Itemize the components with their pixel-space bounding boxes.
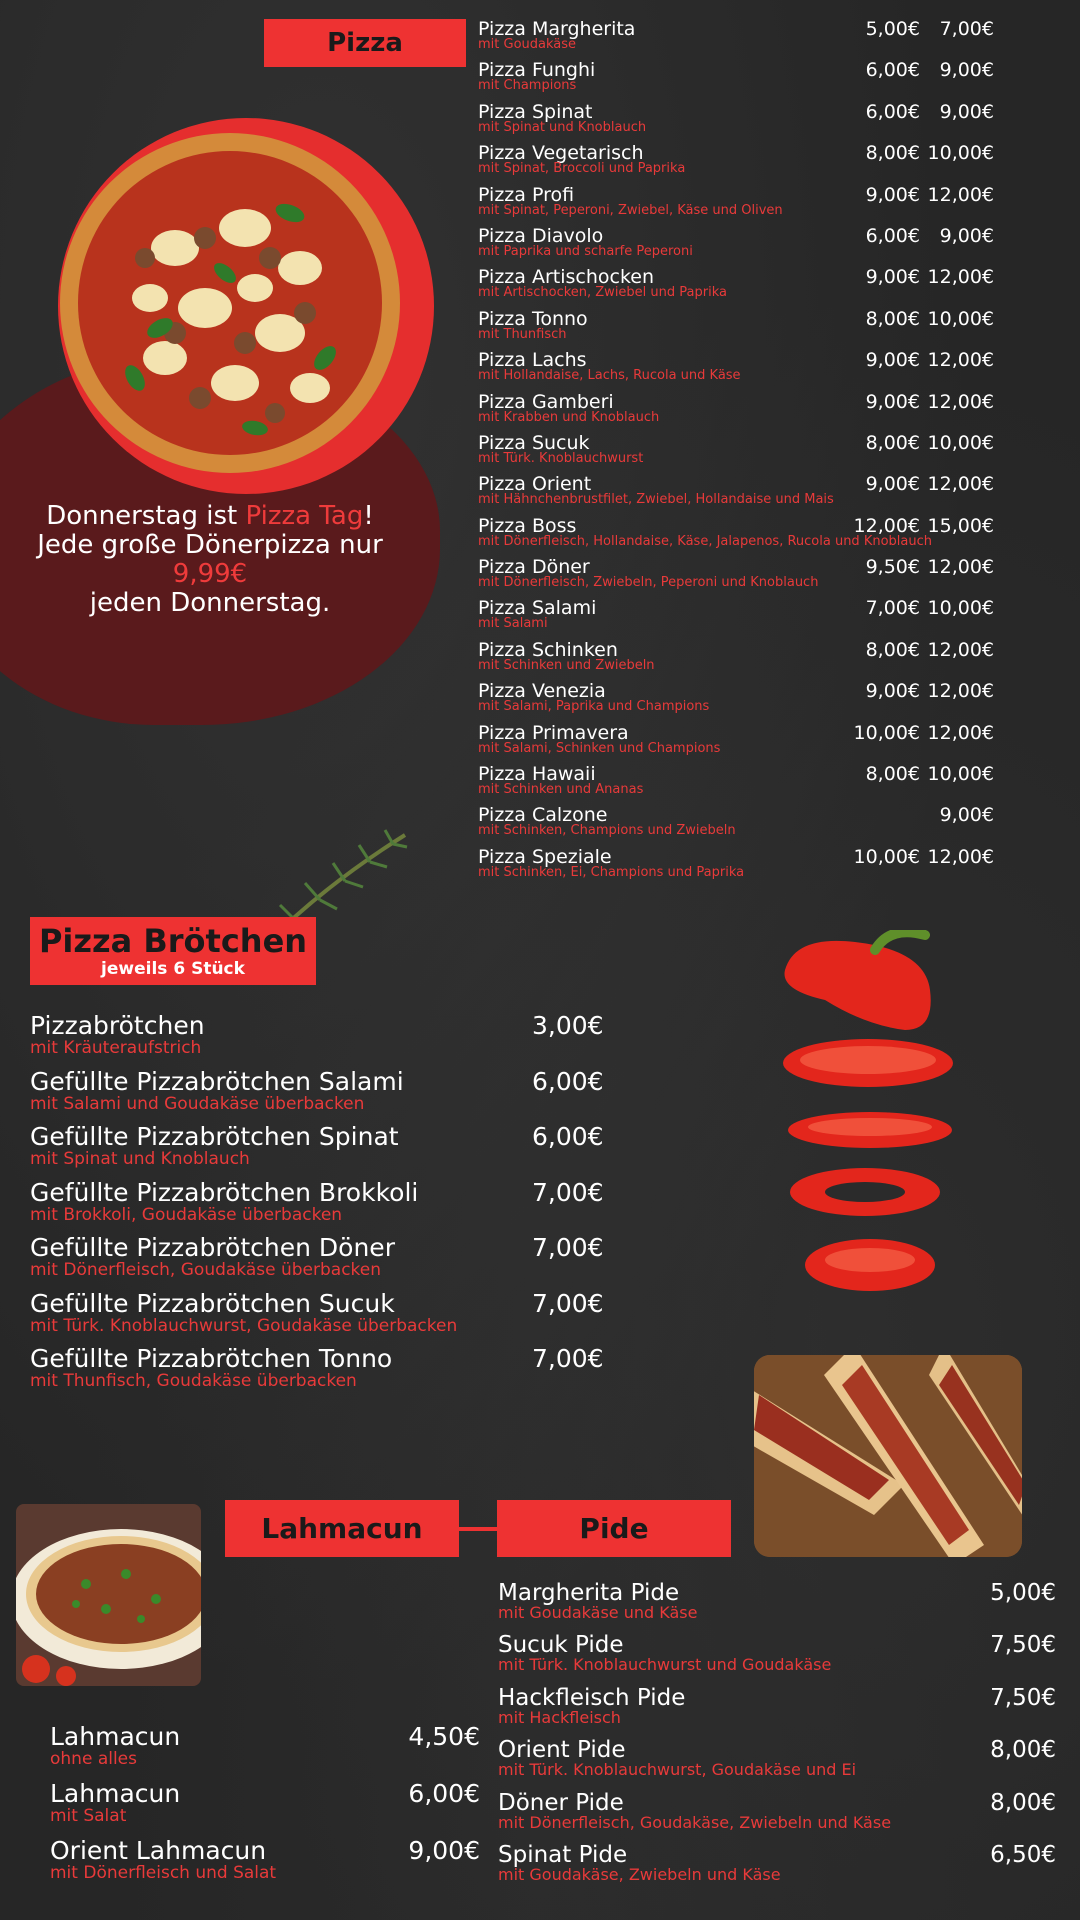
item-price-small: 7,00€ <box>865 597 920 620</box>
menu-item <box>478 804 1008 845</box>
item-name: Pizza Lachs <box>478 349 587 372</box>
menu-item <box>498 1580 1056 1632</box>
item-price-small: 12,00€ <box>853 514 920 537</box>
item-name: Pizza Funghi <box>478 59 596 82</box>
item-name: Gefüllte Pizzabrötchen Brokkoli <box>30 1177 419 1207</box>
item-name: Gefüllte Pizzabrötchen Spinat <box>30 1122 399 1151</box>
item-name: Margherita Pide <box>498 1580 680 1606</box>
item-description: mit Türk. Knoblauchwurst und Goudakäse <box>498 1655 832 1675</box>
item-name: Spinat Pide <box>498 1841 628 1868</box>
item-price-small: 9,00€ <box>865 390 920 413</box>
item-name: Pizza Salami <box>478 597 597 620</box>
item-price: 7,00€ <box>532 1344 604 1373</box>
menu-item <box>478 680 1008 721</box>
item-description: ohne alles <box>50 1749 137 1769</box>
item-description: mit Salami, Schinken und Champions <box>478 740 721 756</box>
item-name: Orient Pide <box>498 1737 626 1764</box>
item-name: Pizza Vegetarisch <box>478 142 644 165</box>
item-price: 8,00€ <box>990 1737 1056 1764</box>
item-name: Hackfleisch Pide <box>498 1684 686 1711</box>
item-price: 4,50€ <box>408 1722 480 1751</box>
menu-item <box>30 1068 630 1124</box>
item-price-small: 9,00€ <box>865 349 920 372</box>
item-name: Pizza Artischocken <box>478 266 655 289</box>
item-price-small: 8,00€ <box>865 307 920 330</box>
item-price-small: 9,00€ <box>865 183 920 206</box>
lahmacun-section-title <box>225 1500 459 1557</box>
item-price-small: 10,00€ <box>853 845 920 868</box>
item-price-large: 9,00€ <box>939 804 994 827</box>
section-connector <box>459 1527 497 1531</box>
item-price-small: 9,00€ <box>865 266 920 289</box>
item-price: 7,00€ <box>532 1288 604 1318</box>
item-description: mit Goudakäse, Zwiebeln und Käse <box>498 1864 781 1884</box>
item-description: mit Türk. Knoblauchwurst, Goudakäse überbacken <box>30 1315 458 1336</box>
item-name: Pizza Spinat <box>478 100 593 123</box>
menu-item <box>478 101 1008 142</box>
item-name: Lahmacun <box>50 1779 181 1808</box>
item-description: mit Salami und Goudakäse überbacken <box>30 1093 365 1114</box>
item-name: Orient Lahmacun <box>50 1836 267 1865</box>
item-price: 9,00€ <box>408 1836 480 1865</box>
item-price-large: 12,00€ <box>927 680 994 703</box>
menu-item <box>478 515 1008 556</box>
red-pepper-image <box>765 930 975 1300</box>
pide-list <box>498 1580 1056 1894</box>
item-name: Sucuk Pide <box>498 1632 624 1659</box>
menu-item <box>30 1123 630 1179</box>
menu-item <box>30 1012 630 1068</box>
item-description: mit Krabben und Knoblauch <box>478 409 660 425</box>
item-price-small: 5,00€ <box>865 18 920 40</box>
item-name: Gefüllte Pizzabrötchen Döner <box>30 1233 395 1262</box>
item-name: Pizza Profi <box>478 183 575 206</box>
item-name: Pizza Speziale <box>478 845 612 868</box>
menu-item <box>478 473 1008 514</box>
pizza-list <box>478 18 1008 887</box>
item-description: mit Champions <box>478 78 577 94</box>
menu-item <box>478 391 1008 432</box>
promo-highlight: Pizza Tag <box>245 501 364 531</box>
item-price-small: 10,00€ <box>853 721 920 744</box>
menu-item <box>498 1737 1056 1789</box>
item-price-large: 12,00€ <box>927 183 994 206</box>
item-price-small: 8,00€ <box>865 142 920 165</box>
menu-item <box>478 722 1008 763</box>
menu-item <box>478 225 1008 266</box>
menu-item <box>478 432 1008 473</box>
menu-item <box>478 184 1008 225</box>
broetchen-section-title <box>30 917 316 985</box>
item-name: Gefüllte Pizzabrötchen Sucuk <box>30 1288 395 1318</box>
item-name: Pizza Margherita <box>478 18 636 40</box>
item-name: Pizza Primavera <box>478 721 629 744</box>
item-name: Pizza Tonno <box>478 307 588 330</box>
item-price-small: 9,00€ <box>865 473 920 496</box>
item-price-small: 6,00€ <box>865 59 920 82</box>
item-name: Gefüllte Pizzabrötchen Tonno <box>30 1344 393 1373</box>
item-name: Pizza Orient <box>478 473 592 496</box>
menu-item <box>478 142 1008 183</box>
item-price: 6,00€ <box>532 1066 604 1096</box>
menu-item <box>30 1345 630 1401</box>
item-description: mit Salami, Paprika und Champions <box>478 699 710 715</box>
menu-item <box>498 1790 1056 1842</box>
item-price: 8,00€ <box>990 1789 1056 1816</box>
item-description: mit Kräuteraufstrich <box>30 1038 202 1058</box>
item-name: Lahmacun <box>50 1722 181 1751</box>
item-description: mit Schinken, Ei, Champions und Paprika <box>478 864 745 880</box>
item-price-large: 12,00€ <box>927 556 994 579</box>
item-description: mit Spinat, Peperoni, Zwiebel, Käse und Oliven <box>478 202 783 218</box>
item-description: mit Dönerfleisch, Goudakäse, Zwiebeln und Käse <box>498 1812 892 1832</box>
item-price: 7,00€ <box>532 1177 604 1207</box>
item-name: Pizza Döner <box>478 556 590 579</box>
item-price-small: 8,00€ <box>865 638 920 661</box>
item-price: 7,50€ <box>990 1684 1056 1711</box>
promo-line2: Jede große Dönerpizza nur <box>37 530 383 560</box>
promo-line1: Donnerstag ist Pizza Tag! <box>46 501 374 531</box>
item-price-small: 8,00€ <box>865 763 920 786</box>
item-price-large: 10,00€ <box>927 142 994 165</box>
item-price-large: 12,00€ <box>927 390 994 413</box>
menu-item <box>478 308 1008 349</box>
item-description: mit Spinat, Broccoli und Paprika <box>478 161 686 177</box>
menu-item <box>478 846 1008 887</box>
item-name: Pizza Calzone <box>478 804 608 827</box>
item-description: mit Goudakäse und Käse <box>498 1603 698 1622</box>
item-description: mit Hackfleisch <box>498 1707 621 1727</box>
item-description: mit Artischocken, Zwiebel und Paprika <box>478 285 727 301</box>
item-description: mit Dönerfleisch und Salat <box>50 1863 277 1883</box>
item-description: mit Dönerfleisch, Hollandaise, Käse, Jalapenos, Rucola und Knoblauch <box>478 533 932 549</box>
item-description: mit Salat <box>50 1806 127 1826</box>
item-price-large: 12,00€ <box>927 349 994 372</box>
item-price-large: 12,00€ <box>927 473 994 496</box>
item-price-large: 7,00€ <box>939 18 994 40</box>
item-name: Pizza Gamberi <box>478 390 614 413</box>
item-description: mit Spinat und Knoblauch <box>478 119 647 135</box>
menu-item <box>498 1632 1056 1684</box>
menu-item <box>478 18 1008 59</box>
item-price-large: 9,00€ <box>939 100 994 123</box>
item-name: Gefüllte Pizzabrötchen Salami <box>30 1066 404 1096</box>
item-price-large: 10,00€ <box>927 307 994 330</box>
menu-item <box>30 1290 630 1346</box>
item-price-large: 10,00€ <box>927 763 994 786</box>
item-name: Pizza Hawaii <box>478 763 596 786</box>
broetchen-title-text: Pizza Brötchen <box>38 922 308 960</box>
item-price-small: 9,50€ <box>865 556 920 579</box>
menu-item <box>50 1837 480 1894</box>
item-name: Pizza Venezia <box>478 680 606 703</box>
item-price-large: 9,00€ <box>939 59 994 82</box>
item-price: 7,50€ <box>990 1632 1056 1659</box>
item-description: mit Hähnchenbrustfilet, Zwiebel, Hollandaise und Mais <box>478 492 834 508</box>
lahmacun-list <box>50 1723 480 1894</box>
menu-item <box>478 349 1008 390</box>
pide-title-text: Pide <box>579 1512 649 1545</box>
item-description: mit Türk. Knoblauchwurst, Goudakäse und Ei <box>498 1760 857 1780</box>
item-description: mit Paprika und scharfe Peperoni <box>478 243 693 259</box>
item-price: 3,00€ <box>532 1011 604 1040</box>
item-description: mit Hollandaise, Lachs, Rucola und Käse <box>478 368 741 384</box>
pide-image <box>754 1355 1022 1557</box>
item-price: 6,00€ <box>408 1779 480 1808</box>
promo-text <box>10 502 410 618</box>
menu-item <box>478 639 1008 680</box>
item-price-large: 12,00€ <box>927 638 994 661</box>
promo-price: 9,99€ <box>172 559 248 589</box>
menu-item <box>498 1842 1056 1894</box>
item-description: mit Thunfisch, Goudakäse überbacken <box>30 1371 357 1391</box>
item-description: mit Goudakäse <box>478 37 577 52</box>
item-name: Pizza Boss <box>478 514 577 537</box>
pizza-image <box>55 128 405 478</box>
menu-item <box>30 1234 630 1290</box>
item-price: 7,00€ <box>532 1233 604 1262</box>
broetchen-list <box>30 1012 630 1401</box>
pizza-section-title <box>264 19 466 67</box>
item-price-small: 6,00€ <box>865 100 920 123</box>
menu-item <box>478 59 1008 100</box>
item-price-small: 9,00€ <box>865 680 920 703</box>
item-price-large: 12,00€ <box>927 721 994 744</box>
menu-item <box>50 1780 480 1837</box>
item-price-large: 12,00€ <box>927 845 994 868</box>
item-description: mit Salami <box>478 616 548 632</box>
item-description: mit Türk. Knoblauchwurst <box>478 450 644 466</box>
item-description: mit Spinat und Knoblauch <box>30 1149 250 1169</box>
pizza-title-text: Pizza <box>327 28 403 58</box>
item-description: mit Schinken, Champions und Zwiebeln <box>478 823 736 839</box>
item-description: mit Dönerfleisch, Goudakäse überbacken <box>30 1260 382 1280</box>
lahmacun-image <box>16 1504 201 1686</box>
item-name: Pizza Schinken <box>478 638 618 661</box>
item-name: Pizza Sucuk <box>478 431 590 454</box>
promo-line3: jeden Donnerstag. <box>89 588 331 618</box>
item-name: Pizzabrötchen <box>30 1011 205 1040</box>
item-price: 6,50€ <box>990 1841 1056 1868</box>
item-name: Pizza Diavolo <box>478 224 604 247</box>
item-price-large: 10,00€ <box>927 597 994 620</box>
item-description: mit Dönerfleisch, Zwiebeln, Peperoni und Knoblauch <box>478 575 819 591</box>
menu-item <box>478 556 1008 597</box>
item-price-large: 10,00€ <box>927 431 994 454</box>
item-price-large: 9,00€ <box>939 224 994 247</box>
menu-item <box>498 1685 1056 1737</box>
menu-item <box>50 1723 480 1780</box>
menu-item <box>478 763 1008 804</box>
item-price-large: 15,00€ <box>927 514 994 537</box>
pide-section-title <box>497 1500 731 1557</box>
item-description: mit Schinken und Zwiebeln <box>478 657 655 673</box>
broetchen-subtitle: jeweils 6 Stück <box>101 959 245 979</box>
lahmacun-title-text: Lahmacun <box>261 1512 423 1545</box>
menu-item <box>478 266 1008 307</box>
menu-item <box>478 597 1008 638</box>
item-price: 6,00€ <box>532 1122 604 1151</box>
item-description: mit Brokkoli, Goudakäse überbacken <box>30 1204 343 1225</box>
item-name: Döner Pide <box>498 1789 624 1816</box>
item-price: 5,00€ <box>990 1580 1056 1606</box>
menu-item <box>30 1179 630 1235</box>
item-description: mit Schinken und Ananas <box>478 782 644 798</box>
item-price-small: 6,00€ <box>865 224 920 247</box>
item-price-large: 12,00€ <box>927 266 994 289</box>
item-price-small: 8,00€ <box>865 431 920 454</box>
item-description: mit Thunfisch <box>478 326 567 342</box>
